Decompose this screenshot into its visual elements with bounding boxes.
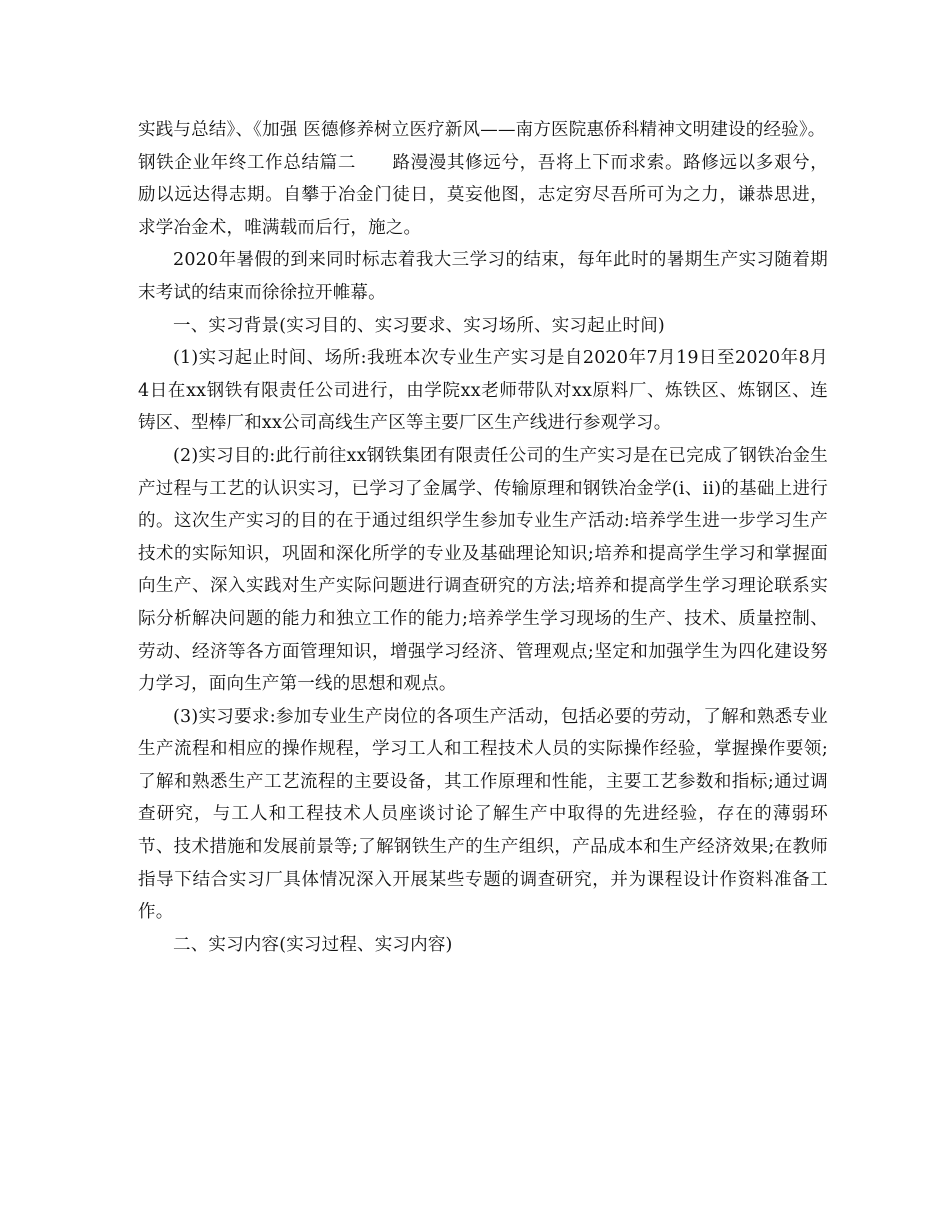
document-body: [138, 114, 828, 961]
paragraph-heading-content: 二、实习内容(实习过程、实习内容): [173, 934, 453, 955]
section-intro-text: 路漫漫其修远兮，吾将上下而求索。路修远以多艰兮，励以远达得志期。自攀于冶金门徒日，莫妄他图，志定穷尽吾所可为之力，谦恭思进，求学冶金术，唯满载而后行，施之。: [138, 152, 828, 238]
paragraph-heading-background: 一、实习背景(实习目的、实习要求、实习场所、实习起止时间): [173, 315, 665, 336]
paragraph-purpose: (2)实习目的:此行前往xx钢铁集团有限责任公司的生产实习是在已完成了钢铁冶金生产过程与工艺的认识实习，已学习了金属学、传输原理和钢铁冶金学(i、ii)的基础上进行的。这次生产实习的目的在于通过组织学生参加专业生产活动:培养学生进一步学习生产技术的实际知识，巩固和深化所学的专业及基础理论知识;培养和提高学生学习和掌握面向生产、深入实践对生产实际问题进行调查研究的方法;培养和提高学生学习理论联系实际分析解决问题的能力和独立工作的能力;培养学生学习现场的生产、技术、质量控制、劳动、经济等各方面管理知识，增强学习经济、管理观点;坚定和加强学生为四化建设努力学习，面向生产第一线的思想和观点。: [138, 445, 828, 695]
paragraph-time-place: (1)实习起止时间、场所:我班本次专业生产实习是自2020年7月19日至2020年8月4日在xx钢铁有限责任公司进行，由学院xx老师带队对xx原料厂、炼铁区、炼钢区、连铸区、型棒厂和xx公司高线生产区等主要厂区生产线进行参观学习。: [138, 348, 828, 434]
paragraph-continuation: 实践与总结》、《加强 医德修养树立医疗新风——南方医院惠侨科精神文明建设的经验》。: [138, 120, 826, 140]
paragraph-section-heading: [138, 147, 828, 245]
paragraph-intro: 2020年暑假的到来同时标志着我大三学习的结束，每年此时的暑期生产实习随着期末考试的结束而徐徐拉开帷幕。: [138, 250, 828, 303]
paragraph-requirements: (3)实习要求:参加专业生产岗位的各项生产活动，包括必要的劳动，了解和熟悉专业生产流程和相应的操作规程，学习工人和工程技术人员的实际操作经验，掌握操作要领;了解和熟悉生产工艺流程的主要设备，其工作原理和性能，主要工艺参数和指标;通过调查研究，与工人和工程技术人员座谈讨论了解生产中取得的先进经验，存在的薄弱环节、技术措施和发展前景等;了解钢铁生产的生产组织，产品成本和生产经济效果;在教师指导下结合实习厂具体情况深入开展某些专题的调查研究，并为课程设计作资料准备工作。: [138, 706, 828, 923]
section-title: 钢铁企业年终工作总结篇二: [138, 152, 356, 173]
